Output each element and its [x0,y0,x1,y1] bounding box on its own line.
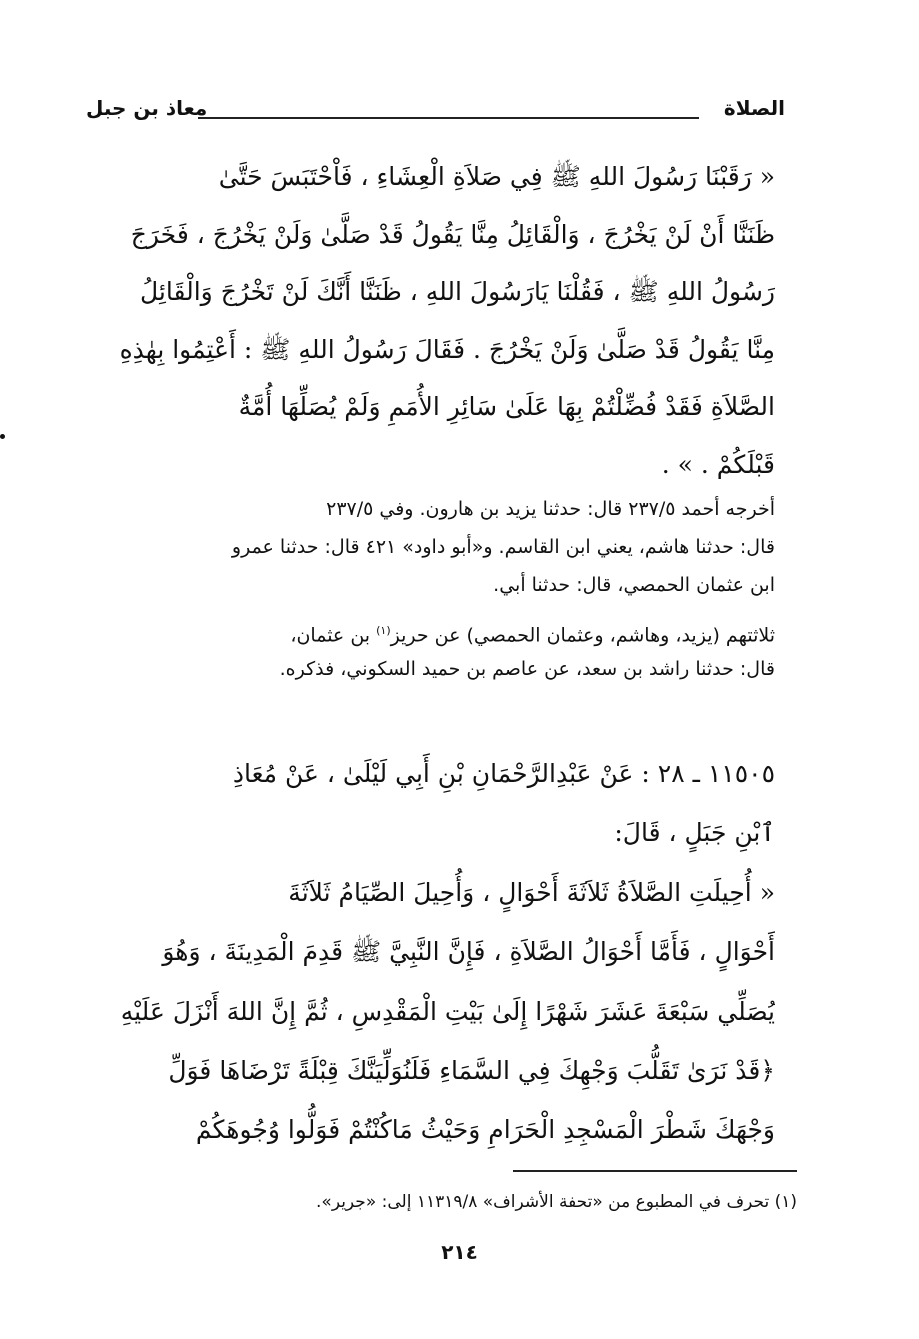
hadith-text-1 [108,148,775,494]
takhrij-line: قال: حدثنا هاشم، يعني ابن القاسم. و«أبو داود» ٤٢١ قال: حدثنا عمرو [231,536,775,558]
footnote-reference[interactable]: (١) [376,624,391,637]
text-line: الصَّلاَةِ فَقَدْ فُضِّلْتُمْ بِهَا عَلَىٰ سَائِرِ الأُمَمِ وَلَمْ يُصَلِّهَا أُمَّةٌ [238,392,775,422]
margin-mark [0,434,5,439]
footnote: (١) تحرف في المطبوع من «تحفة الأشراف» ١١٣١٩/٨ إلى: «جرير». [316,1192,797,1212]
takhrij-text: بن عثمان، [290,624,377,647]
takhrij-line [108,612,775,650]
companion-name: معاذ بن جبل [86,96,208,120]
quran-line: ﴿قَدْ نَرَىٰ تَقَلُّبَ وَجْهِكَ فِي السَّمَاءِ فَلَنُوَلِّيَنَّكَ قِبْلَةً تَرْضَاهَا فَوَلِّ [168,1055,775,1085]
takhrij-text: ثلاثتهم (يزيد، وهاشم، وعثمان الحمصي) عن حريز [390,624,775,647]
footnote-separator [513,1170,797,1172]
takhrij-line: أخرجه أحمد ٢٣٧/٥ قال: حدثنا يزيد بن هارون. وفي ٢٣٧/٥ [326,498,775,520]
text-line: أَحْوَالٍ ، فَأَمَّا أَحْوَالُ الصَّلاَةِ ، فَإِنَّ النَّبِيَّ ﷺ قَدِمَ الْمَدِينَةَ ، وَهُوَ [162,937,775,967]
takhrij-line: قال: حدثنا راشد بن سعد، عن عاصم بن حميد السكوني، فذكره. [279,658,775,680]
text-line: يُصَلِّي سَبْعَةَ عَشَرَ شَهْرًا إِلَىٰ بَيْتِ الْمَقْدِسِ ، ثُمَّ إِنَّ اللهَ أَنْزَلَ عَلَيْهِ [120,996,775,1026]
hadith-text-2 [108,744,775,1160]
running-header [86,96,785,132]
chapter-title: الصلاة [723,96,785,120]
text-line: « أُحِيلَتِ الصَّلاَةُ ثَلاَثَةَ أَحْوَالٍ ، وَأُحِيلَ الصِّيَامُ ثَلاَثَةَ [288,877,775,907]
hadith-heading: ١١٥٠٥ ـ ٢٨ : عَنْ عَبْدِالرَّحْمَانِ بْنِ أَبِي لَيْلَىٰ ، عَنْ مُعَاذِ [232,759,775,788]
takhrij-section [108,490,775,688]
text-line: « رَقَبْنَا رَسُولَ اللهِ ﷺ فِي صَلاَةِ الْعِشَاءِ ، فَاْحْتَبَسَ حَتَّىٰ [218,162,775,191]
header-rule [198,117,699,119]
text-line: ظَنَنَّا أَنْ لَنْ يَخْرُجَ ، وَالْقَائِلُ مِنَّا يَقُولُ قَدْ صَلَّىٰ وَلَنْ يَخْرُجَ ، فَخَرَجَ [130,219,775,249]
text-line: رَسُولُ اللهِ ﷺ ، فَقُلْنَا يَارَسُولَ اللهِ ، ظَنَنَّا أَنَّكَ لَنْ تَخْرُجَ وَالْقَائِلُ [139,277,775,307]
text-line: ٱبْنِ جَبَلٍ ، قَالَ: [614,818,775,848]
page-number: ٢١٤ [441,1240,478,1264]
quran-line: وَجْهَكَ شَطْرَ الْمَسْجِدِ الْحَرَامِ وَحَيْثُ مَاكُنْتُمْ فَوَلُّوا وُجُوهَكُمْ [195,1115,775,1145]
takhrij-line: ابن عثمان الحمصي، قال: حدثنا أبي. [493,574,775,596]
text-line: مِنَّا يَقُولُ قَدْ صَلَّىٰ وَلَنْ يَخْرُجَ . فَقَالَ رَسُولُ اللهِ ﷺ : أَعْتِمُوا بِهٰذِهِ [119,334,775,364]
text-line: قَبْلَكُمْ . » . [661,449,775,479]
